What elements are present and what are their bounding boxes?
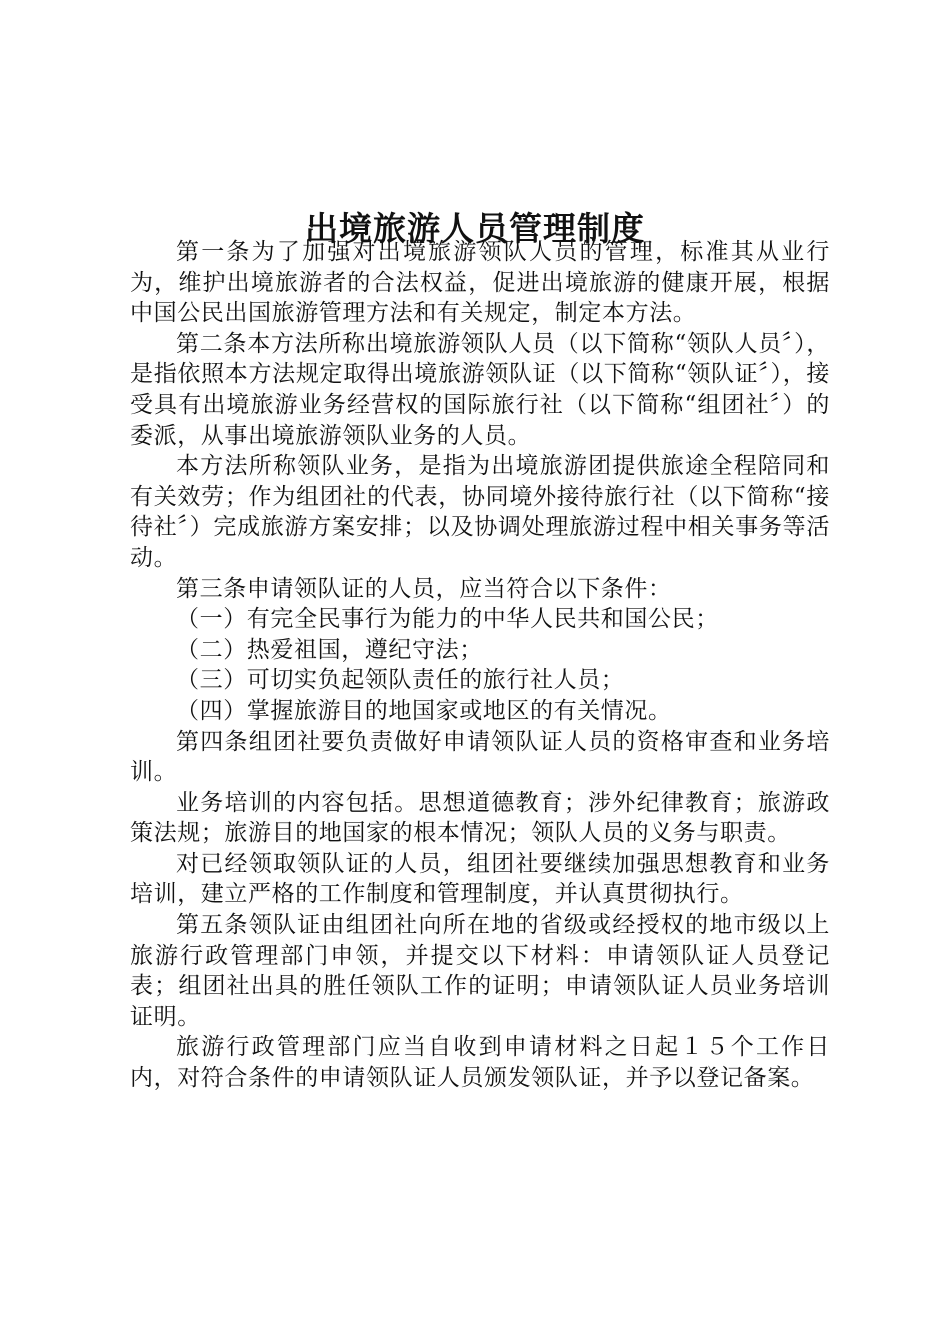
paragraph-issuance: 旅游行政管理部门应当自收到申请材料之日起１５个工作日内，对符合条件的申请领队证人员颁发领队证，并予以登记备案。 bbox=[130, 1034, 830, 1092]
paragraph-training-content: 业务培训的内容包括。思想道德教育；涉外纪律教育；旅游政策法规；旅游目的地国家的根本情况；领队人员的义务与职责。 bbox=[130, 789, 830, 847]
paragraph-article-3: 第三条申请领队证的人员，应当符合以下条件： bbox=[176, 575, 672, 602]
paragraph-article-1: 第一条为了加强对出境旅游领队人员的管理，标准其从业行为，维护出境旅游者的合法权益，促进出境旅游的健康开展，根据中国公民出国旅游管理方法和有关规定，制定本方法。 bbox=[130, 239, 830, 327]
paragraph-condition-4: （四）掌握旅游目的地国家或地区的有关情况。 bbox=[176, 697, 672, 724]
paragraph-condition-2: （二）热爱祖国，遵纪守法； bbox=[176, 636, 483, 663]
paragraph-article-2: 第二条本方法所称出境旅游领队人员（以下简称“领队人员〞），是指依照本方法规定取得出境旅游领队证（以下简称“领队证〞），接受具有出境旅游业务经营权的国际旅行社（以下简称“组团社〞）的委派，从事出境旅游领队业务的人员。 bbox=[130, 330, 830, 449]
paragraph-leader-business: 本方法所称领队业务，是指为出境旅游团提供旅途全程陪同和有关效劳；作为组团社的代表，协同境外接待旅行社（以下简称“接待社〞）完成旅游方案安排；以及协调处理旅游过程中相关事务等活动。 bbox=[130, 453, 830, 571]
document-body bbox=[130, 237, 830, 1094]
paragraph-condition-1: （一）有完全民事行为能力的中华人民共和国公民； bbox=[176, 606, 719, 633]
paragraph-continued-training: 对已经领取领队证的人员，组团社要继续加强思想教育和业务培训，建立严格的工作制度和管理制度，并认真贯彻执行。 bbox=[130, 850, 830, 908]
document-title: 出境旅游人员管理制度 bbox=[305, 209, 645, 249]
paragraph-article-4: 第四条组团社要负责做好申请领队证人员的资格审查和业务培训。 bbox=[130, 728, 830, 786]
paragraph-condition-3: （三）可切实负起领队责任的旅行社人员； bbox=[176, 667, 625, 694]
paragraph-article-5: 第五条领队证由组团社向所在地的省级或经授权的地市级以上旅游行政管理部门申领，并提交以下材料：申请领队证人员登记表；组团社出具的胜任领队工作的证明；申请领队证人员业务培训证明。 bbox=[130, 912, 830, 1030]
